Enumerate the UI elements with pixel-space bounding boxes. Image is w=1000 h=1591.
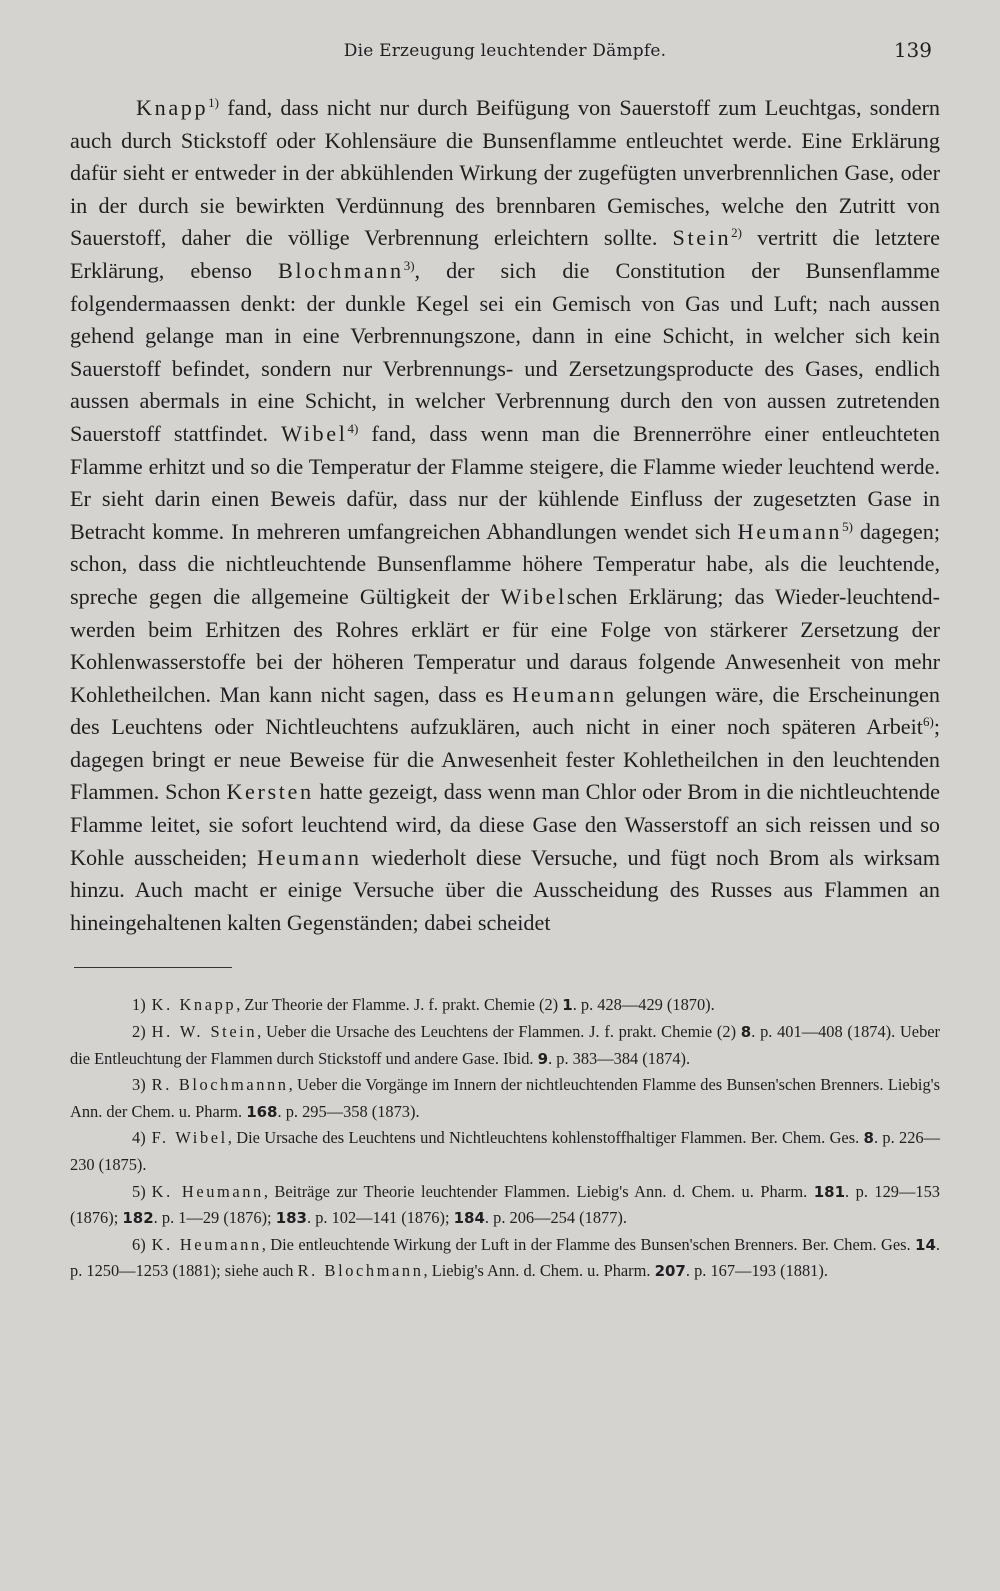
volume-number: 14 bbox=[915, 1235, 936, 1254]
footnote-3 bbox=[70, 1072, 940, 1125]
footnote-text: . p. 295—358 (1873). bbox=[277, 1101, 420, 1121]
footnote-text: , Die Ursache des Leuchtens und Nichtleuchtens kohlenstoffhaltiger Flammen. Ber. Chem. Ges. bbox=[227, 1128, 864, 1148]
footnote-2 bbox=[70, 1019, 940, 1072]
footnote-text: , Liebig's Ann. d. Chem. u. Pharm. bbox=[423, 1261, 655, 1281]
footnote-text: . p. 206—254 (1877). bbox=[484, 1208, 627, 1228]
footnote-text: . p. 383—384 (1874). bbox=[548, 1048, 691, 1068]
main-text bbox=[70, 92, 940, 939]
footnote-author: H. W. Stein bbox=[151, 1022, 258, 1042]
author-name: Blochmann bbox=[278, 257, 404, 283]
footnote-author: F. Wibel bbox=[151, 1128, 228, 1148]
text-run: hatte gezeigt, dass wenn man Chlor oder Brom in die nichtleuchtende Flamme leitet, sie sofort leuchtend wird, da diese Gase den Wasserstoff an sich reissen und so Kohle ausscheiden; bbox=[70, 779, 940, 870]
footnote-text: . p. 428—429 (1870). bbox=[572, 995, 715, 1015]
footnote-author: R. Blochmannn bbox=[151, 1075, 289, 1095]
text-run: wiederholt diese Versuche, und fügt noch Brom als wirksam hinzu. Auch macht er einige Versuche über die Ausscheidung des Russes aus Flammen an hineingehaltenen kalten Gegenständen; dabei scheidet bbox=[70, 844, 940, 935]
text-run: dagegen; schon, dass die nichtleuchtende Bunsenflamme höhere Temperatur habe, als die leuchtende, spreche gegen die allgemeine Gültigkeit der bbox=[70, 518, 940, 609]
footnote-author: K. Knapp bbox=[151, 995, 237, 1015]
paragraph bbox=[70, 92, 940, 939]
footnote-ref: 3) bbox=[403, 257, 415, 273]
volume-number: 207 bbox=[654, 1262, 686, 1281]
author-name: Stein bbox=[672, 225, 732, 251]
footnote-text: , Ueber die Vorgänge im Innern der nichtleuchtenden Flamme des Bunsen'schen Brenners. Liebig's Ann. der Chem. u. Pharm. bbox=[70, 1075, 940, 1121]
footnote-ref: 1) bbox=[208, 95, 219, 110]
footnote-number: 4) bbox=[132, 1128, 146, 1148]
footnote-author: R. Blochmann bbox=[297, 1261, 424, 1281]
volume-number: 182 bbox=[122, 1209, 154, 1228]
footnote-number: 5) bbox=[132, 1181, 146, 1201]
text-run: , der sich die Constitution der Bunsenflamme folgendermaassen denkt: der dunkle Kegel sei ein Gemisch von Gas und Luft; nach aussen gehend gelange man in eine Verbrennungszone, dann in eine Schicht, in welcher sich kein Sauerstoff befindet, sondern nur Verbrennungs- und Zersetzungsproducte des Gases, endlich aussen abermals in eine Schicht, in welcher Verbrennung durch den von aussen zutretenden Sauerstoff stattfindet. bbox=[70, 257, 940, 446]
footnote-text: . p. 401—408 (1874). Ueber die Entleuchtung der Flammen durch Stickstoff und andere Gase. Ibid. bbox=[70, 1022, 940, 1068]
volume-number: 184 bbox=[453, 1209, 485, 1228]
volume-number: 1 bbox=[562, 996, 573, 1015]
footnote-5 bbox=[70, 1179, 940, 1232]
footnote-text: . p. 167—193 (1881). bbox=[685, 1261, 828, 1281]
footnote-text: . p. 102—141 (1876); bbox=[307, 1208, 454, 1228]
footnote-number: 1) bbox=[132, 995, 146, 1015]
page-number: 139 bbox=[893, 38, 932, 62]
footnote-text: , Zur Theorie der Flamme. J. f. prakt. Chemie (2) bbox=[236, 995, 563, 1015]
volume-number: 9 bbox=[537, 1049, 549, 1068]
footnote-ref: 6) bbox=[922, 714, 934, 730]
footnote-1 bbox=[70, 992, 940, 1019]
footnote-ref: 2) bbox=[731, 225, 743, 241]
running-head-title: Die Erzeugung leuchtender Dämpfe. bbox=[343, 41, 667, 61]
text-run: ; dagegen bringt er neue Beweise für die Anwesenheit fester Kohletheilchen in den leuchtenden Flammen. Schon bbox=[70, 714, 940, 805]
author-name: Heumann bbox=[257, 844, 362, 870]
author-name: Heumann bbox=[512, 681, 617, 707]
footnote-6 bbox=[70, 1232, 940, 1285]
footnote-text: . p. 129—153 (1876); bbox=[70, 1181, 940, 1228]
footnotes bbox=[70, 992, 940, 1285]
author-name: Wibel bbox=[281, 420, 348, 446]
volume-number: 183 bbox=[275, 1209, 307, 1228]
footnote-divider bbox=[74, 967, 232, 968]
text-run: schen Erklärung; das Wieder-leuchtend-werden beim Erhitzen des Rohres erklärt er für eine Folge von stärkerer Zersetzung der Kohlenwasserstoffe bei der höheren Temperatur und daraus folgende Anwesenheit von mehr Kohletheilchen. Man kann nicht sagen, dass es bbox=[70, 583, 940, 707]
volume-number: 8 bbox=[863, 1129, 874, 1148]
author-name: Kersten bbox=[226, 779, 314, 805]
volume-number: 8 bbox=[740, 1023, 752, 1042]
volume-number: 181 bbox=[813, 1182, 846, 1201]
text-run: fand, dass nicht nur durch Beifügung von Sauerstoff zum Leuchtgas, sondern auch durch Stickstoff oder Kohlensäure die Bunsenflamme entleuchtet werde. Eine Erklärung dafür sieht er entweder in der abkühlenden Wirkung der zugefügten unverbrennlichen Gase, oder in der durch sie bewirkten Verdünnung des brennbaren Gemisches, welche den Zutritt von Sauerstoff, daher die völlige Verbrennung erleichtern sollte. bbox=[70, 95, 940, 251]
footnote-number: 6) bbox=[132, 1234, 146, 1254]
footnote-author: K. Heumann bbox=[151, 1181, 264, 1201]
footnote-author: K. Heumann bbox=[151, 1234, 262, 1254]
footnote-text: , Ueber die Ursache des Leuchtens der Flammen. J. f. prakt. Chemie (2) bbox=[257, 1022, 741, 1042]
text-run: vertritt die letztere Erklärung, ebenso bbox=[70, 225, 941, 283]
footnote-ref: 4) bbox=[347, 420, 359, 436]
footnote-text: . p. 1250—1253 (1881); siehe auch bbox=[70, 1234, 940, 1281]
footnote-text: . p. 1—29 (1876); bbox=[153, 1208, 276, 1228]
footnote-number: 3) bbox=[132, 1075, 146, 1095]
footnote-number: 2) bbox=[132, 1022, 146, 1042]
author-name: Knapp bbox=[136, 95, 209, 120]
volume-number: 168 bbox=[246, 1102, 278, 1121]
footnote-4 bbox=[70, 1125, 940, 1178]
running-head bbox=[70, 0, 940, 78]
text-run: fand, dass wenn man die Brennerröhre einer entleuchteten Flamme erhitzt und so die Temperatur der Flamme steigere, die Flamme wieder leuchtend werde. Er sieht darin einen Beweis dafür, dass nur der kühlende Einfluss der zugesetzten Gase in Betracht komme. In mehreren umfangreichen Abhandlungen wendet sich bbox=[70, 420, 941, 544]
author-name: Heumann bbox=[737, 518, 843, 544]
footnote-text: , Beiträge zur Theorie leuchtender Flammen. Liebig's Ann. d. Chem. u. Pharm. bbox=[263, 1181, 814, 1201]
footnote-text: . p. 226—230 (1875). bbox=[70, 1128, 940, 1174]
footnote-ref: 5) bbox=[842, 518, 853, 534]
author-name: Wibel bbox=[500, 583, 567, 609]
text-run: gelungen wäre, die Erscheinungen des Leuchtens oder Nichtleuchtens aufzuklären, auch nicht in einer noch späteren Arbeit bbox=[70, 681, 940, 740]
footnote-text: , Die entleuchtende Wirkung der Luft in der Flamme des Bunsen'schen Brenners. Ber. Chem. Ges. bbox=[261, 1234, 916, 1254]
